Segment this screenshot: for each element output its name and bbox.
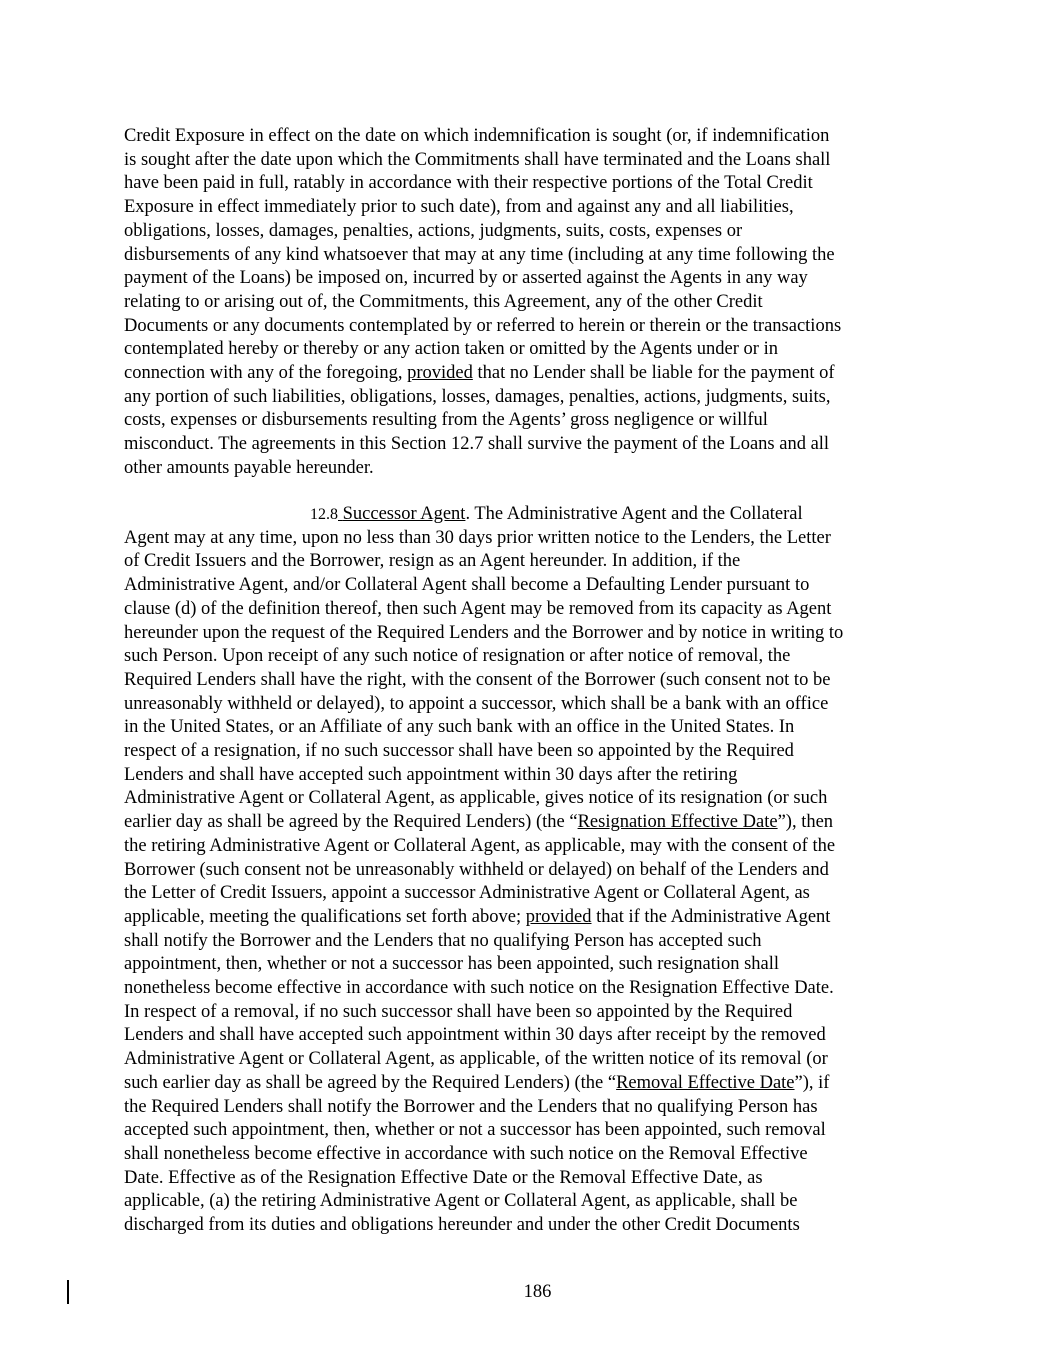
- defined-term-removal-effective-date: Removal Effective Date: [616, 1072, 795, 1093]
- paragraph-text: ”), then the retiring Administrative Agent or Collateral Agent, as applicable, may with the consent of the Borrower (such consent not be unreasonably withheld or delayed) on behalf of the Lenders and the Letter of Credit Issuers, appoint a successor Administrative Agent or Collateral Agent, as applicable, meeting the qualifications set forth above;: [124, 812, 836, 927]
- section-successor-agent: [124, 503, 924, 1238]
- paragraph-text: that no Lender shall be liable for the payment of any portion of such liabilities, obligations, losses, damages, penalties, actions, judgments, suits, costs, expenses or disbursements resulting from the Agents’ gross negligence or willful misconduct. The agreements in this Section 12.7 shall survive the payment of the Loans and all other amounts payable hereunder.: [124, 363, 835, 478]
- provided-term: provided: [525, 906, 592, 927]
- paragraph-text: . The Administrative Agent and the Collateral Agent may at any time, upon no less than 30 days prior written notice to the Lenders, the Letter of Credit Issuers and the Borrower, resign as an Agent hereunder. In addition, if the Administrative Agent, and/or Collateral Agent shall become a Defaulting Lender pursuant to clause (d) of the definition thereof, then such Agent may be removed from its capacity as Agent hereunder upon the request of the Required Lenders and the Borrower and by notice in writing to such Person. Upon receipt of any such notice of resignation or after notice of removal, the Required Lenders shall have the right, with the consent of the Borrower (such consent not to be unreasonably withheld or delayed), to appoint a successor, which shall be a bank with an office in the United States, or an Affiliate of any such bank with an office in the United States. In respect of a resignation, if no such successor shall have been so appointed by the Required Lenders and shall have accepted such appointment within 30 days after the retiring Administrative Agent or Collateral Agent, as applicable, gives notice of its resignation (or such earlier day as shall be agreed by the Required Lenders) (the “: [124, 504, 844, 833]
- paragraph-text: Credit Exposure in effect on the date on which indemnification is sought (or, if indemnification is sought after the date upon which the Commitments shall have terminated and the Loans shall have been paid in full, ratably in accordance with their respective portions of the Total Credit Exposure in effect immediately prior to such date), from and against any and all liabilities, obligations, losses, damages, penalties, actions, judgments, suits, costs, expenses or disbursements of any kind whatsoever that may at any time (including at any time following the payment of the Loans) be imposed on, incurred by or asserted against the Agents in any way relating to or arising out of, the Commitments, this Agreement, any of the other Credit Documents or any documents contemplated by or referred to herein or therein or the transactions contemplated hereby or thereby or any action taken or omitted by the Agents under or in connection with any of the foregoing,: [124, 126, 842, 384]
- paragraph-indemnification: [124, 125, 924, 481]
- section-number: 12.8: [310, 506, 338, 523]
- paragraph-text: that if the Administrative Agent shall notify the Borrower and the Lenders that no qualifying Person has accepted such appointment, then, whether or not a successor has been appointed, such resignation shall nonetheless become effective in accordance with such notice on the Resignation Effective Date. In respect of a removal, if no such successor shall have been so appointed by the Required Lenders and shall have accepted such appointment within 30 days after receipt by the removed Administrative Agent or Collateral Agent, as applicable, of the written notice of its removal (or such earlier day as shall be agreed by the Required Lenders) (the “: [124, 906, 834, 1093]
- section-heading: [124, 504, 465, 524]
- defined-term-resignation-effective-date: Resignation Effective Date: [577, 812, 778, 833]
- provided-term: provided: [407, 363, 473, 384]
- section-title: Successor Agent: [342, 504, 466, 524]
- page-number: 186: [523, 1282, 552, 1302]
- paragraph-text: ”), if the Required Lenders shall notify the Borrower and the Lenders that no qualifying Person has accepted such appointment, then, whether or not a successor has been appointed, such removal shall nonetheless become effective in accordance with such notice on the Removal Effective Date. Effective as of the Resignation Effective Date or the Removal Effective Date, as applicable, (a) the retiring Administrative Agent or Collateral Agent, as applicable, shall be discharged from its duties and obligations hereunder and under the other Credit Documents: [124, 1072, 830, 1236]
